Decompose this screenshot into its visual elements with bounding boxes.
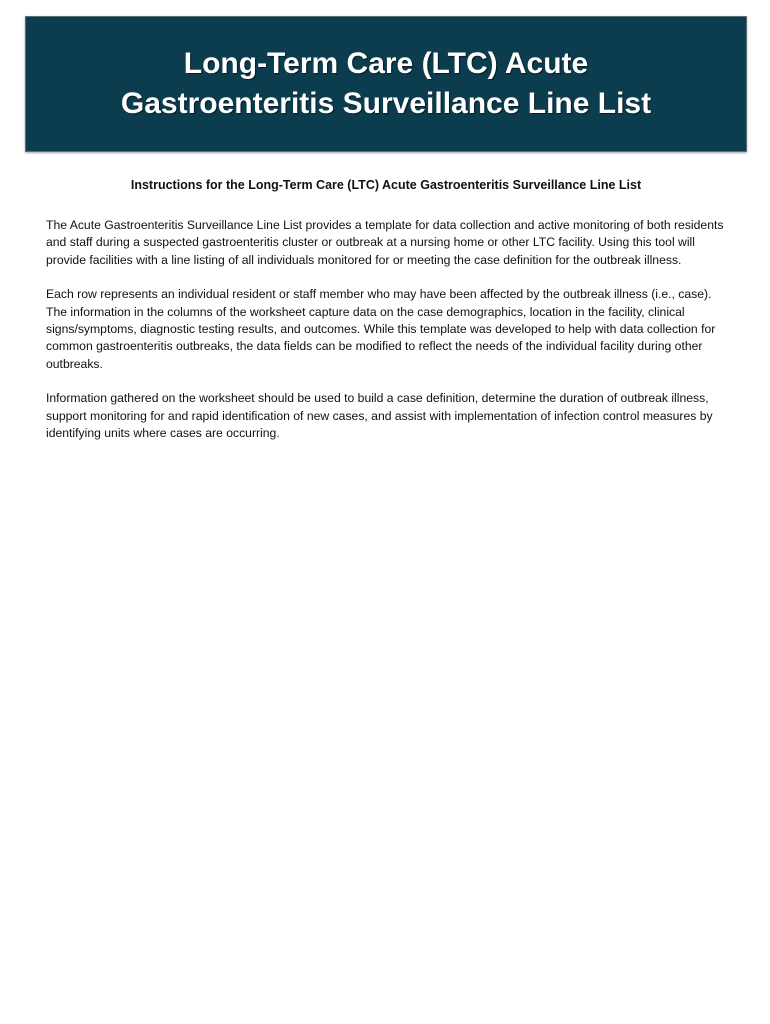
instructions-paragraph-1: The Acute Gastroenteritis Surveillance Line List provides a template for data collection and active monitoring of both residents and staff during a suspected gastroenteritis cluster or outbreak at a nursing home or other LTC facility. Using this tool will provide facilities with a line listing of all individuals monitored for or meeting the case definition for the outbreak illness.: [46, 218, 724, 267]
instructions-paragraph-2: Each row represents an individual resident or staff member who may have been affected by the outbreak illness (i.e., case). The information in the columns of the worksheet capture data on the case demographics, location in the facility, clinical signs/symptoms, diagnostic testing results, and outcomes. While this template was developed to help with data collection for common gastroenteritis outbreaks, the data fields can be modified to reflect the needs of the individual facility during other outbreaks.: [46, 287, 716, 371]
instructions-heading: Instructions for the Long-Term Care (LTC) Acute Gastroenteritis Surveillance Line List: [130, 178, 642, 192]
title-banner: [25, 16, 747, 152]
page-title-line-2: Gastroenteritis Surveillance Line List: [120, 87, 652, 120]
instructions-section: [46, 176, 726, 459]
instructions-paragraph-3: Information gathered on the worksheet should be used to build a case definition, determine the duration of outbreak illness, support monitoring for and rapid identification of new cases, and assist with implementation of infection control measures by identifying units where cases are occurring.: [46, 391, 713, 441]
page-title-line-1: Long-Term Care (LTC) Acute: [183, 47, 589, 80]
